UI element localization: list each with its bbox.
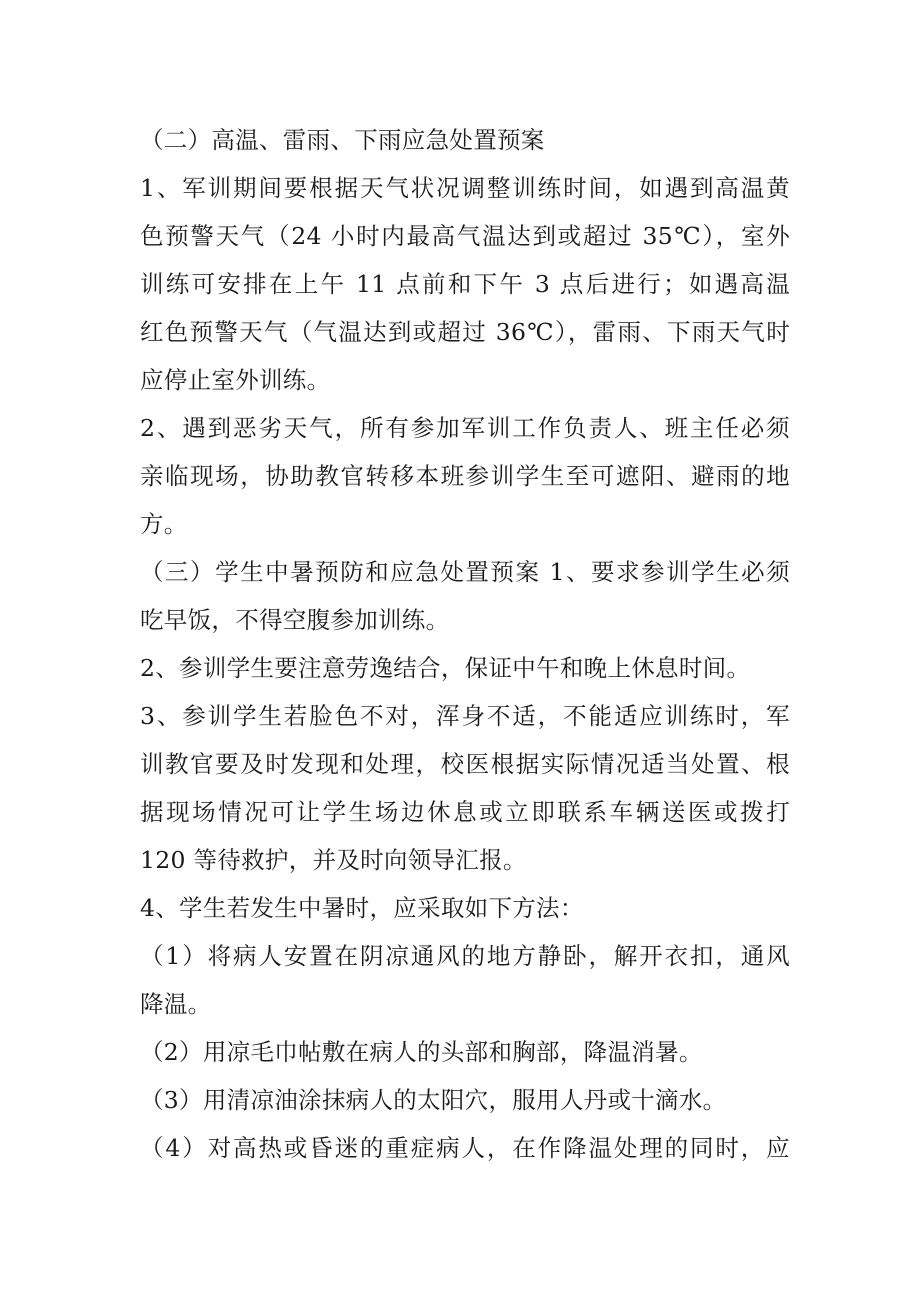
section-heading-3: （三）学生中暑预防和应急处置预案 1、要求参训学生必须 [140, 558, 790, 586]
list-item-line: （2）用凉毛巾帖敷在病人的头部和胸部，降温消暑。 [140, 1038, 703, 1066]
paragraph-line: 红色预警天气（气温达到或超过 36℃），雷雨、下雨天气时 [140, 318, 790, 346]
paragraph-line: 4、学生若发生中暑时，应采取如下方法： [140, 894, 584, 922]
list-item-line: 降温。 [140, 990, 212, 1018]
paragraph-line: 亲临现场，协助教官转移本班参训学生至可遮阳、避雨的地 [140, 462, 790, 490]
paragraph-line: 3、参训学生若脸色不对，浑身不适，不能适应训练时，军 [140, 702, 790, 730]
paragraph-line: 2、参训学生要注意劳逸结合，保证中午和晚上休息时间。 [140, 654, 751, 682]
document-body [140, 116, 790, 1172]
list-item-line: （3）用清凉油涂抹病人的太阳穴，服用人丹或十滴水。 [140, 1086, 727, 1114]
paragraph-line: 1、军训期间要根据天气状况调整训练时间，如遇到高温黄 [140, 174, 790, 202]
paragraph-line: 120 等待救护，并及时向领导汇报。 [140, 846, 527, 874]
paragraph-line: 2、遇到恶劣天气，所有参加军训工作负责人、班主任必须 [140, 414, 790, 442]
section-heading-2: （二）高温、雷雨、下雨应急处置预案 [140, 126, 545, 154]
paragraph-line: 方。 [140, 510, 188, 538]
paragraph-line: 应停止室外训练。 [140, 366, 331, 394]
paragraph-line: 色预警天气（24 小时内最高气温达到或超过 35℃），室外 [140, 222, 790, 250]
paragraph-line: 训练可安排在上午 11 点前和下午 3 点后进行；如遇高温 [140, 270, 790, 298]
paragraph-line: 据现场情况可让学生场边休息或立即联系车辆送医或拨打 [140, 798, 790, 826]
list-item-line: （4）对高热或昏迷的重症病人，在作降温处理的同时，应 [140, 1134, 790, 1162]
list-item-line: （1）将病人安置在阴凉通风的地方静卧，解开衣扣，通风 [140, 942, 790, 970]
paragraph-line: 训教官要及时发现和处理，校医根据实际情况适当处置、根 [140, 750, 790, 778]
paragraph-line: 吃早饭，不得空腹参加训练。 [140, 606, 450, 634]
